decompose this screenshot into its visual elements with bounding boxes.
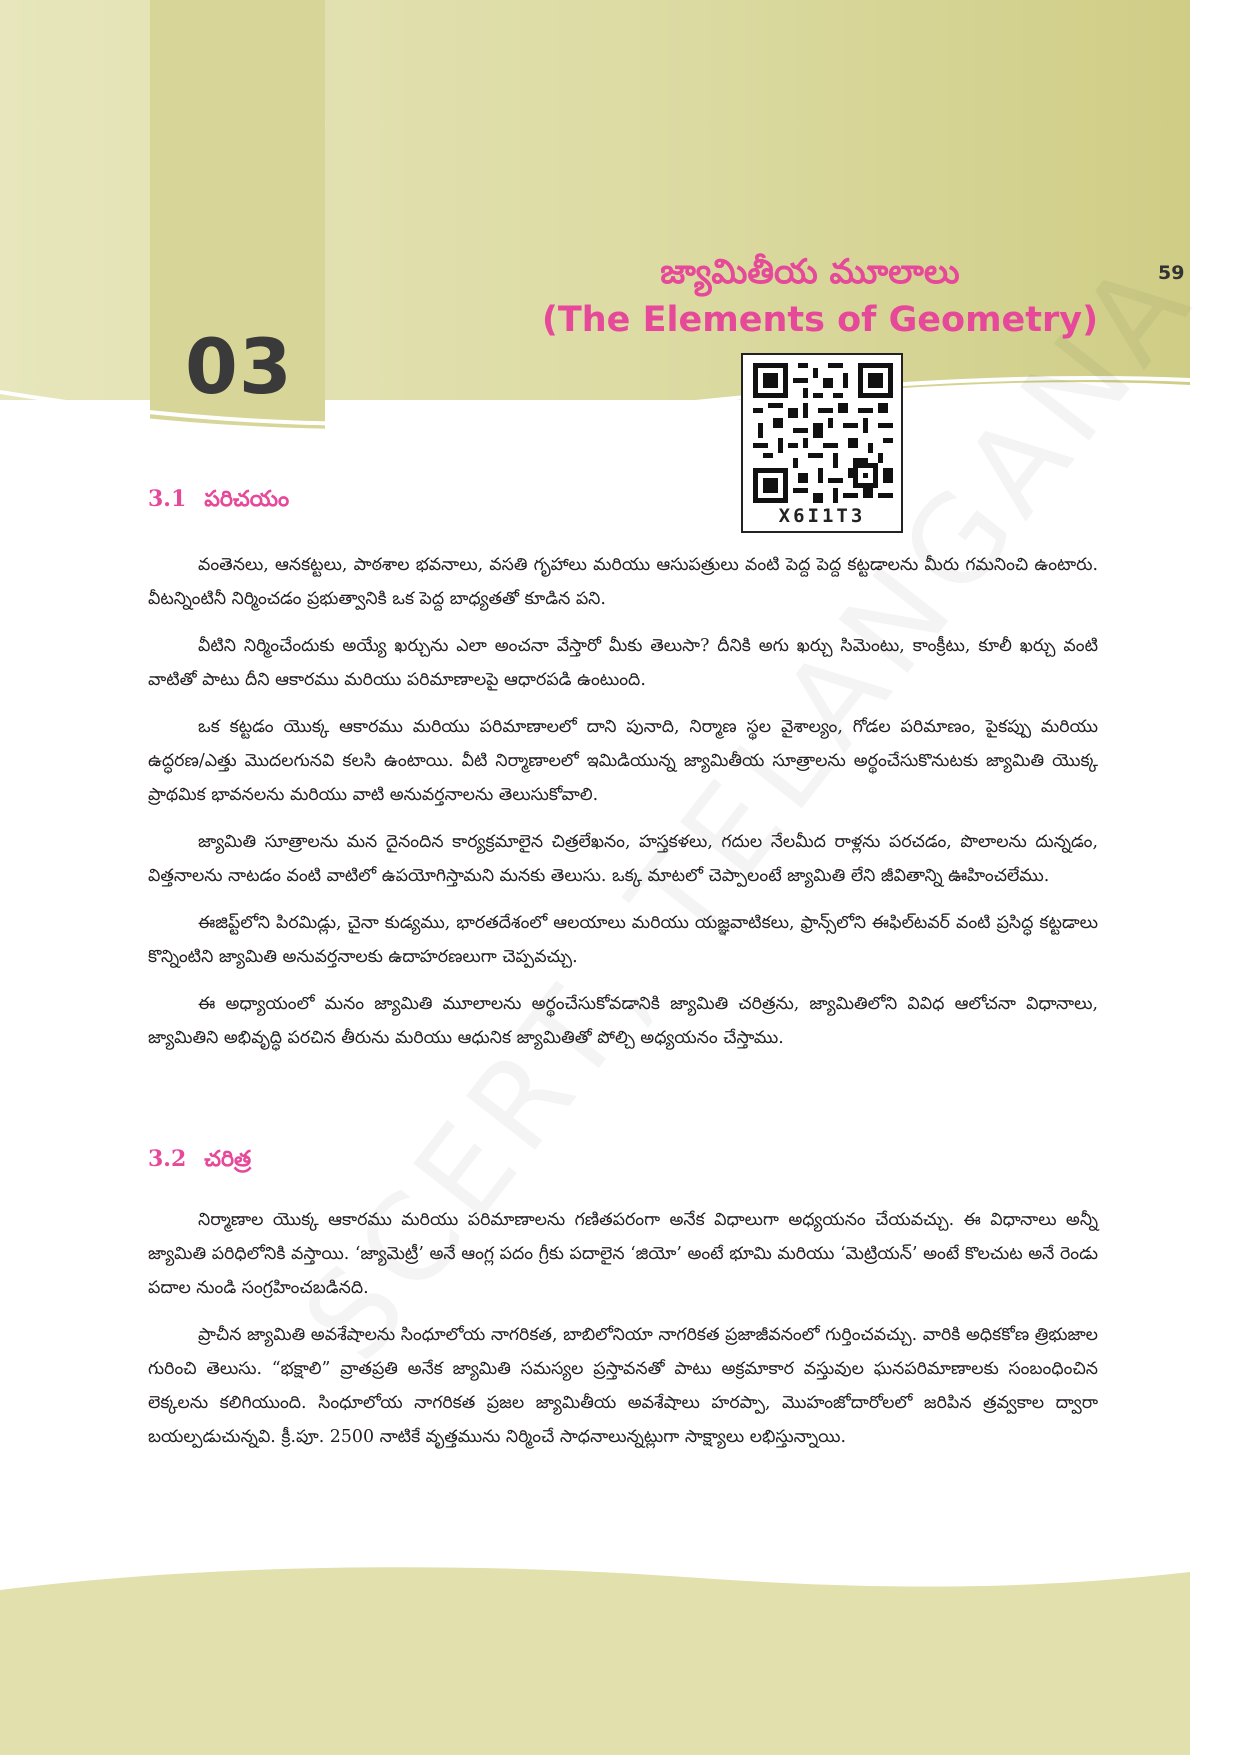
section-number: 3.2	[148, 1146, 187, 1172]
section-body-history	[148, 1203, 1098, 1454]
paragraph: నిర్మాణాల యొక్క ఆకారము మరియు పరిమాణాలను గణితపరంగా అనేక విధాలుగా అధ్యయనం చేయవచ్చు. ఈ విధానాలు అన్నీ జ్యామితి పరిధిలోనికి వస్తాయి. ‘జ్యామెట్రీ’ అనే ఆంగ్ల పదం గ్రీకు పదాలైన ‘జియో’ అంటే భూమి మరియు ‘మెట్రియన్’ అంటే కొలచుట అనే రెండు పదాల నుండి సంగ్రహించబడినది.	[148, 1210, 1098, 1298]
chapter-title-telugu: జ్యామితీయ మూలాలు	[660, 252, 960, 292]
section-body-intro	[148, 548, 1098, 1055]
paragraph: ఒక కట్టడం యొక్క ఆకారము మరియు పరిమాణాలలో దాని పునాది, నిర్మాణ స్థల వైశాల్యం, గోడల పరిమాణం, పైకప్పు మరియు ఉద్ధరణ/ఎత్తు మొదలగునవి కలసి ఉంటాయి. వీటి నిర్మాణాలలో ఇమిడియున్న జ్యామితీయ సూత్రాలను అర్థంచేసుకొనుటకు జ్యామితి యొక్క ప్రాథమిక భావనలను మరియు వాటి అనువర్తనాలను తెలుసుకోవాలి.	[148, 717, 1098, 805]
paragraph: ఈజిప్ట్‌లోని పిరమిడ్లు, చైనా కుడ్యము, భారతదేశంలో ఆలయాలు మరియు యజ్ఞవాటికలు, ఫ్రాన్స్‌లోని ఈఫిల్‌టవర్ వంటి ప్రసిద్ధ కట్టడాలు కొన్నింటిని జ్యామితి అనువర్తనాలకు ఉదాహరణలుగా చెప్పవచ్చు.	[148, 913, 1098, 967]
section-heading-intro	[148, 486, 289, 517]
qr-code-label: X6I1T3	[778, 505, 866, 527]
section-title: చరిత్ర	[204, 1146, 252, 1172]
paragraph: వంతెనలు, ఆనకట్టలు, పాఠశాల భవనాలు, వసతి గృహాలు మరియు ఆసుపత్రులు వంటి పెద్ద పెద్ద కట్టడాలను మీరు గమనించి ఉంటారు. వీటన్నింటినీ నిర్మించడం ప్రభుత్వానికి ఒక పెద్ద బాధ్యతతో కూడిన పని.	[148, 555, 1098, 609]
paragraph: ప్రాచీన జ్యామితి అవశేషాలను సింధూలోయ నాగరికత, బాబిలోనియా నాగరికత ప్రజాజీవనంలో గుర్తించవచ్చు. వారికి అధికకోణ త్రిభుజాల గురించి తెలుసు. “భక్షాలి” వ్రాతప్రతి అనేక జ్యామితి సమస్యల ప్రస్తావనతో పాటు అక్రమాకార వస్తువుల ఘనపరిమాణాలకు సంబంధించిన లెక్కలను కలిగియుంది. సింధూలోయ నాగరికత ప్రజల జ్యామితీయ అవశేషాలు హరప్పా, మొహంజోదారోలలో జరిపిన త్రవ్వకాల ద్వారా బయల్పడుచున్నవి. క్రీ.పూ. 2500 నాటికే వృత్తమును నిర్మించే సాధనాలున్నట్లుగా సాక్ష్యాలు లభిస్తున్నాయి.	[148, 1325, 1098, 1447]
page-number: 59	[1158, 262, 1185, 284]
footer-band	[0, 1560, 1240, 1755]
paragraph: వీటిని నిర్మించేందుకు అయ్యే ఖర్చును ఎలా అంచనా వేస్తారో మీకు తెలుసా? దీనికి అగు ఖర్చు సిమెంటు, కాంక్రీటు, కూలీ ఖర్చు వంటి వాటితో పాటు దీని ఆకారము మరియు పరిమాణాలపై ఆధారపడి ఉంటుంది.	[148, 636, 1098, 690]
chapter-title-english: (The Elements of Geometry)	[541, 300, 1099, 340]
section-heading-history	[148, 1146, 251, 1177]
section-number: 3.1	[148, 486, 187, 512]
paragraph: జ్యామితి సూత్రాలను మన దైనందిన కార్యక్రమాలైన చిత్రలేఖనం, హస్తకళలు, గదుల నేలమీద రాళ్లను పరచడం, పొలాలను దున్నడం, విత్తనాలను నాటడం వంటి వాటిలో ఉపయోగిస్తామని మనకు తెలుసు. ఒక్క మాటలో చెప్పాలంటే జ్యామితి లేని జీవితాన్ని ఊహించలేము.	[148, 832, 1098, 886]
qr-code-box[interactable]	[741, 353, 903, 533]
paragraph: ఈ అధ్యాయంలో మనం జ్యామితి మూలాలను అర్థంచేసుకోవడానికి జ్యామితి చరిత్రను, జ్యామితిలోని వివిధ ఆలోచనా విధానాలు, జ్యామితిని అభివృద్ధి పరచిన తీరును మరియు ఆధునిక జ్యామితితో పోల్చి అధ్యయనం చేస్తాము.	[148, 994, 1098, 1048]
section-title: పరిచయం	[204, 486, 290, 512]
chapter-number: 03	[185, 322, 293, 411]
qr-code-icon	[753, 363, 893, 503]
